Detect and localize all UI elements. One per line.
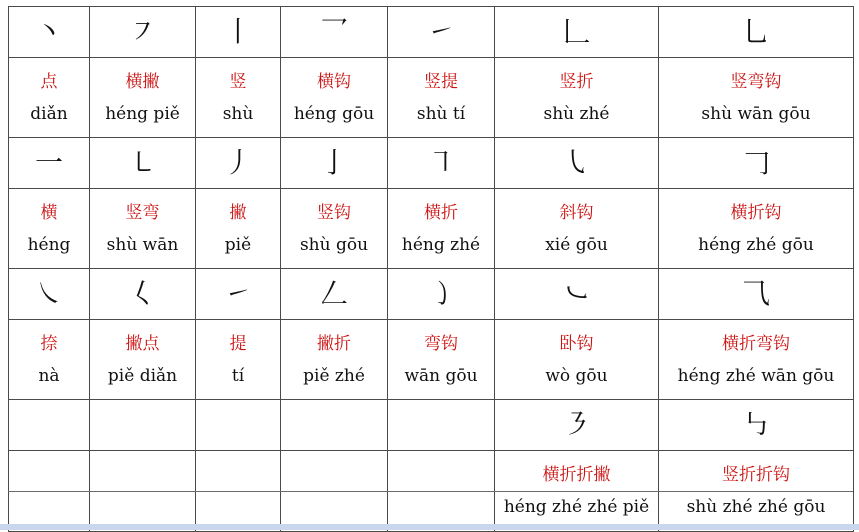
empty-cell <box>90 400 196 451</box>
stroke-name: 竖 <box>229 71 247 92</box>
label-cell <box>90 189 196 269</box>
label-cell <box>388 320 495 400</box>
glyph-cell <box>196 7 281 58</box>
glyph-row <box>9 138 854 189</box>
stroke-name: 弯钩 <box>424 333 458 354</box>
label-row <box>9 189 854 269</box>
stroke-glyph: ㇀ <box>223 277 252 310</box>
label-cell <box>9 320 90 400</box>
label-cell <box>90 320 196 400</box>
stroke-pinyin: shù wān gōu <box>701 103 811 124</box>
window-bottom-edge <box>0 524 859 530</box>
glyph-row <box>9 269 854 320</box>
stroke-pinyin: shù zhé zhé gōu <box>686 497 826 517</box>
stroke-pinyin: wān gōu <box>404 365 478 386</box>
label-cell <box>495 189 659 269</box>
stroke-glyph: 𡿨 <box>128 277 157 310</box>
stroke-pinyin: xié gōu <box>545 234 608 255</box>
stroke-name: 横钩 <box>317 71 351 92</box>
stroke-glyph: 乛 <box>319 15 348 48</box>
stroke-name: 竖弯 <box>125 202 160 223</box>
glyph-cell <box>281 7 388 58</box>
stroke-pinyin: héng zhé wān gōu <box>677 365 835 386</box>
stroke-glyph: ⺄ <box>741 277 770 310</box>
glyph-cell <box>281 269 388 320</box>
label-cell <box>281 189 388 269</box>
stroke-pinyin: piě zhé <box>303 365 365 386</box>
glyph-cell <box>90 138 196 189</box>
glyph-cell <box>659 269 854 320</box>
stroke-glyph: ㇃ <box>562 277 591 310</box>
stroke-pinyin: héng <box>27 234 71 255</box>
row-divider-line <box>8 491 853 492</box>
stroke-glyph: 𠃊 <box>562 15 591 48</box>
glyph-cell <box>659 400 854 451</box>
stroke-pinyin: héng zhé <box>401 234 481 255</box>
stroke-glyph: 亅 <box>319 146 348 179</box>
glyph-cell <box>9 138 90 189</box>
stroke-glyph: 丶 <box>34 15 63 48</box>
glyph-cell <box>388 269 495 320</box>
stroke-name: 提 <box>229 333 247 354</box>
stroke-glyph: 𠃋 <box>319 277 348 310</box>
stroke-name: 竖提 <box>424 71 458 92</box>
label-cell <box>281 58 388 138</box>
stroke-name: 撇点 <box>125 333 160 354</box>
stroke-glyph: ㇉ <box>741 408 770 441</box>
glyph-cell <box>281 138 388 189</box>
empty-cell <box>388 400 495 451</box>
glyph-cell <box>659 7 854 58</box>
stroke-pinyin: shù gōu <box>299 234 369 255</box>
stroke-name: 撇折 <box>317 333 351 354</box>
stroke-pinyin: wò gōu <box>545 365 608 386</box>
glyph-cell <box>659 138 854 189</box>
stroke-glyph: ㇀ <box>426 15 455 48</box>
label-cell <box>388 58 495 138</box>
glyph-cell <box>9 269 90 320</box>
label-cell <box>196 320 281 400</box>
glyph-cell <box>196 138 281 189</box>
glyph-cell <box>196 269 281 320</box>
stroke-glyph: ㇄ <box>128 146 157 179</box>
stroke-glyph: 𠃌 <box>741 146 770 179</box>
stroke-name: 横折弯钩 <box>722 333 790 354</box>
glyph-cell <box>495 138 659 189</box>
stroke-glyph: ㇁ <box>426 277 455 310</box>
stroke-pinyin: tí <box>231 365 245 386</box>
glyph-cell <box>495 400 659 451</box>
empty-cell <box>196 400 281 451</box>
stroke-pinyin: piě <box>224 234 252 255</box>
stroke-pinyin: héng zhé zhé piě <box>503 497 650 517</box>
stroke-glyph: ㇋ <box>562 408 591 441</box>
stroke-pinyin: shù zhé <box>543 103 610 124</box>
label-cell <box>196 189 281 269</box>
stroke-name: 斜钩 <box>559 202 594 223</box>
stroke-glyph: 乚 <box>741 15 770 48</box>
stroke-name: 横折钩 <box>730 202 782 223</box>
stroke-pinyin: héng zhé gōu <box>698 234 814 255</box>
stroke-pinyin: shù wān <box>106 234 179 255</box>
stroke-glyph: ㇇ <box>128 15 157 48</box>
stroke-name: 卧钩 <box>559 333 594 354</box>
stroke-glyph: ㇏ <box>34 277 63 310</box>
stroke-glyph: ㇕ <box>426 146 455 179</box>
label-cell <box>495 58 659 138</box>
stroke-pinyin: piě diǎn <box>107 365 178 386</box>
stroke-name: 点 <box>40 71 58 92</box>
label-cell <box>281 320 388 400</box>
label-cell <box>659 320 854 400</box>
stroke-name: 横折 <box>424 202 458 223</box>
label-row <box>9 58 854 138</box>
stroke-name: 横撇 <box>125 71 160 92</box>
label-row <box>9 320 854 400</box>
empty-cell <box>281 400 388 451</box>
stroke-name: 横 <box>40 202 58 223</box>
stroke-glyph: 丿 <box>223 146 252 179</box>
label-cell <box>659 58 854 138</box>
stroke-glyph: 一 <box>34 146 63 179</box>
glyph-cell <box>388 7 495 58</box>
stroke-pinyin: diǎn <box>30 103 68 124</box>
glyph-cell <box>495 269 659 320</box>
glyph-row <box>9 400 854 451</box>
glyph-cell <box>388 138 495 189</box>
stroke-pinyin: shù tí <box>416 103 466 124</box>
stroke-name: 横折折撇 <box>542 465 611 485</box>
label-cell <box>659 189 854 269</box>
stroke-glyph: ㇂ <box>562 146 591 179</box>
stroke-name: 竖折折钩 <box>722 465 790 485</box>
stroke-table <box>8 6 854 532</box>
stroke-name: 竖弯钩 <box>730 71 782 92</box>
stroke-name: 捺 <box>40 333 58 354</box>
label-cell <box>196 58 281 138</box>
stroke-glyph: 丨 <box>223 15 252 48</box>
label-cell <box>9 189 90 269</box>
glyph-cell <box>90 7 196 58</box>
stroke-name: 竖折 <box>559 71 594 92</box>
stroke-pinyin: shù <box>222 103 254 124</box>
stroke-name: 竖钩 <box>317 202 351 223</box>
glyph-cell <box>495 7 659 58</box>
label-cell <box>90 58 196 138</box>
label-cell <box>9 58 90 138</box>
stroke-pinyin: héng piě <box>105 103 180 124</box>
stroke-pinyin: nà <box>38 365 60 386</box>
stroke-name: 撇 <box>229 202 247 223</box>
stroke-pinyin: héng gōu <box>293 103 375 124</box>
glyph-row <box>9 7 854 58</box>
glyph-cell <box>90 269 196 320</box>
empty-cell <box>9 400 90 451</box>
glyph-cell <box>9 7 90 58</box>
label-cell <box>495 320 659 400</box>
label-cell <box>388 189 495 269</box>
